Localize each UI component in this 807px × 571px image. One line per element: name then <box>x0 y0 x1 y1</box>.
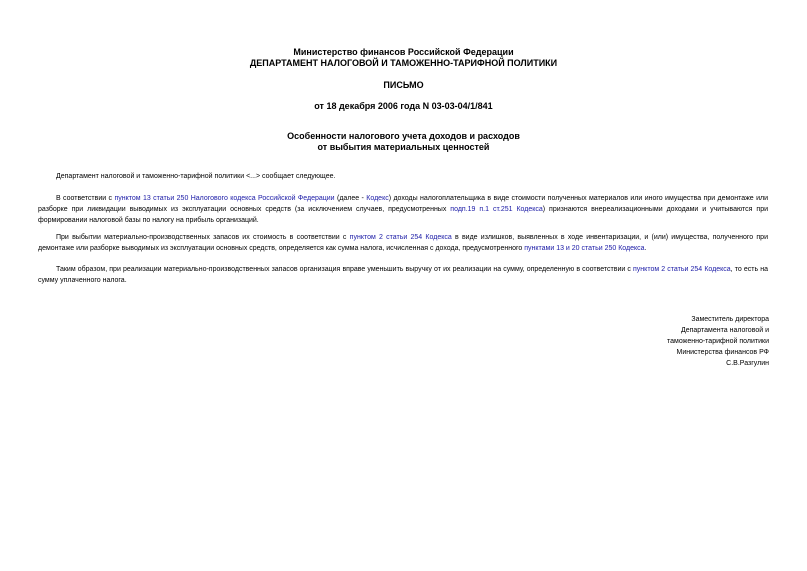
paragraph-2 <box>38 193 768 226</box>
link-article-250-p13[interactable]: пунктом 13 статьи 250 Налогового кодекса Российской Федерации <box>114 195 335 202</box>
p2-text-2: (далее - <box>334 195 367 202</box>
p4-text-2: , то есть на сумму уплаченного налога. <box>38 266 768 284</box>
paragraph-3 <box>38 232 768 254</box>
subject-line-2: от выбытия материальных ценностей <box>317 142 490 152</box>
paragraph-intro: Департамент налоговой и таможенно-тарифной политики <...> сообщает следующее. <box>56 173 336 180</box>
p3-text-3: . <box>644 245 647 252</box>
signature-department: Департамента налоговой и <box>680 327 769 334</box>
link-article-254-p2[interactable]: пунктом 2 статьи 254 Кодекса <box>349 234 452 241</box>
signature-ministry: Министерства финансов РФ <box>676 349 769 356</box>
signature-department-2: таможенно-тарифной политики <box>667 338 769 345</box>
link-code[interactable]: Кодекс <box>366 195 389 202</box>
letter-body-p4 <box>38 264 768 286</box>
p2-text-3: ) доходы налогоплательщика в виде стоимости полученных материалов или иного имущества при демонтаже или разборке при ликвидации выводимых из эксплуатации основных средств (за исключением случаев, предусмотренных <box>38 195 768 213</box>
signature-name: С.В.Разгулин <box>726 360 769 367</box>
p2-text-4: ) признаются внереализационными доходами и учитываются при формировании налоговой базы по налогу на прибыль организаций. <box>38 206 769 224</box>
ministry-name: Министерство финансов Российской Федерации <box>293 47 514 57</box>
link-article-254-p2-b[interactable]: пунктом 2 статьи 254 Кодекса <box>633 266 731 273</box>
link-article-251[interactable]: подп.19 п.1 ст.251 Кодекса <box>450 206 543 213</box>
letter-body <box>38 171 768 182</box>
subject-line-1: Особенности налогового учета доходов и расходов <box>287 131 520 141</box>
letter-body-p3 <box>38 232 768 254</box>
p4-text-1: Таким образом, при реализации материально-производственных запасов организация вправе уменьшить выручку от их реализации на сумму, определенную в соответствии с <box>56 266 634 273</box>
document-date-number: от 18 декабря 2006 года N 03-03-04/1/841 <box>314 101 493 111</box>
p2-text-1: В соответствии с <box>56 195 115 202</box>
department-name: ДЕПАРТАМЕНТ НАЛОГОВОЙ И ТАМОЖЕННО-ТАРИФНОЙ ПОЛИТИКИ <box>249 58 558 68</box>
paragraph-4 <box>38 264 768 286</box>
signature-block <box>667 314 769 369</box>
p3-text-2: в виде излишков, выявленных в ходе инвентаризации, и (или) имущества, полученного при демонтаже или разборке выводимых из эксплуатации основных средств, определяется как сумма налога, исчисленная с дохода, предусмотренного <box>38 234 768 252</box>
letter-body-p2 <box>38 193 768 226</box>
signature-title: Заместитель директора <box>691 316 769 323</box>
link-article-250-p13-20[interactable]: пунктами 13 и 20 статьи 250 Кодекса <box>524 245 645 252</box>
document-type: ПИСЬМО <box>383 80 424 90</box>
p3-text-1: При выбытии материально-производственных запасов их стоимость в соответствии с <box>56 234 350 241</box>
